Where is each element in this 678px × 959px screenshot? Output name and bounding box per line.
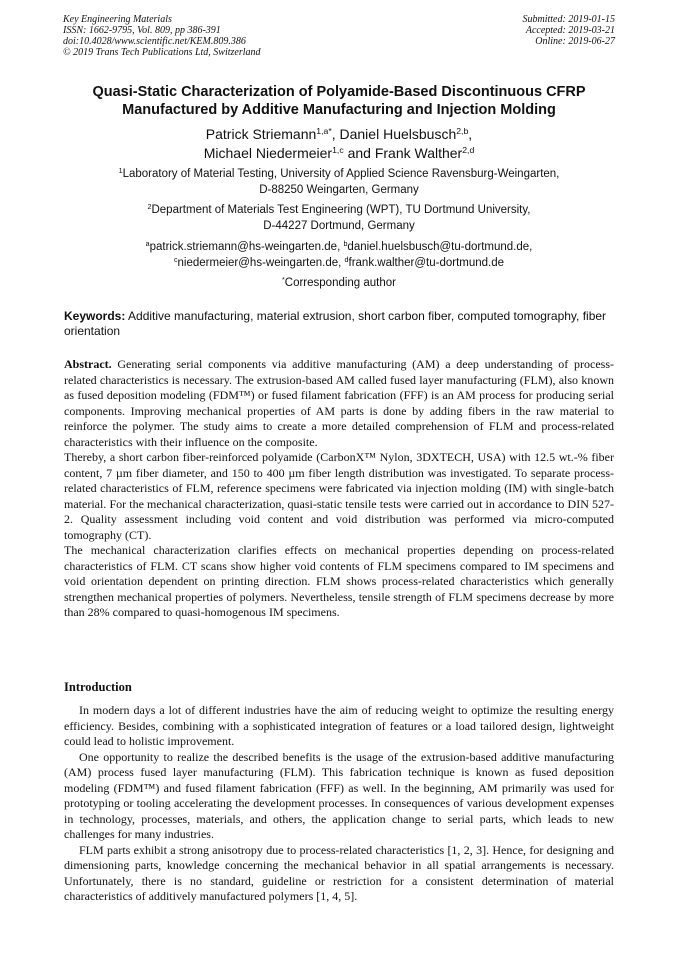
author-affil-marker: 1,c	[332, 145, 344, 156]
submitted-date: Submitted: 2019-01-15	[522, 14, 615, 25]
email-link[interactable]: frank.walther@tu-dortmund.de	[348, 257, 505, 269]
author-name: Frank Walther	[374, 145, 463, 161]
keywords	[64, 309, 614, 339]
author-line-1	[40, 125, 638, 144]
abstract	[64, 357, 614, 621]
author-list	[40, 125, 638, 163]
corresponding-author-note	[60, 275, 618, 291]
paper-title	[40, 83, 638, 119]
corresponding-marker: *	[281, 276, 285, 285]
abstract-label: Abstract.	[64, 357, 112, 371]
author-name: Michael Niedermeier	[203, 145, 333, 161]
email-marker: b	[343, 240, 348, 249]
abstract-paragraph: Thereby, a short carbon fiber-reinforced polyamide (CarbonX™ Nylon, 3DXTECH, USA) with 12.5 wt.-% fiber content, 7 µm fiber diameter, and 150 to 400 µm fiber length distribution was investigated. To separate process-related characteristics of FLM, reference specimens were fabricated via injection molding (IM) with single-batch material. For the mechanical characterization, quasi-static tensile tests were carried out in accordance to DIN 527-2. Quality assessment including void content and void distribution was performed via micro-computed tomography (CT).	[64, 450, 614, 542]
author-separator: and	[343, 145, 375, 161]
corresponding-text: Corresponding author	[284, 277, 397, 289]
intro-paragraph: In modern days a lot of different industries have the aim of reducing weight to optimize the resulting energy efficiency. Besides, combining with a sophisticated integration of features or a load tailored design, lightweight could lead to holistic improvement.	[64, 703, 614, 748]
email-link[interactable]: patrick.striemann@hs-weingarten.de,	[149, 241, 344, 253]
author-name: Patrick Striemann	[205, 126, 317, 142]
author-affil-marker: 2,d	[462, 145, 475, 156]
journal-name: Key Engineering Materials	[63, 14, 172, 25]
affiliation-2	[60, 202, 618, 234]
author-separator: ,	[468, 126, 473, 142]
online-date: Online: 2019-06-27	[535, 36, 615, 47]
journal-header-right	[523, 14, 616, 47]
author-line-2	[40, 144, 638, 163]
affiliation-text: Department of Materials Test Engineering (WPT), TU Dortmund University,	[151, 204, 531, 216]
journal-header-left	[63, 14, 261, 58]
copyright-line: © 2019 Trans Tech Publications Ltd, Switzerland	[63, 47, 261, 58]
email-link[interactable]: daniel.huelsbusch@tu-dortmund.de,	[347, 241, 533, 253]
email-list	[60, 239, 618, 271]
abstract-paragraph	[64, 357, 614, 450]
email-marker: a	[145, 240, 150, 249]
intro-paragraph: FLM parts exhibit a strong anisotropy due to process-related characteristics [1, 2, 3]. Hence, for designing and dimensioning parts, knowledge concerning the mechanical behavior in all spatial arrangements is necessary. Unfortunately, there is no standard, guideline or restriction for a consistent determination of material characteristics of additively manufactured polymers [1, 4, 5].	[64, 842, 614, 903]
keywords-label: Keywords:	[64, 309, 126, 323]
affiliation-text: Laboratory of Material Testing, University of Applied Science Ravensburg-Weingarten,	[122, 168, 560, 180]
email-marker: d	[344, 256, 349, 265]
title-line-2: Manufactured by Additive Manufacturing and Injection Molding	[122, 102, 556, 118]
affiliation-address: D-44227 Dortmund, Germany	[263, 220, 415, 232]
author-affil-marker: 1,a*	[316, 126, 332, 137]
author-separator: ,	[331, 126, 340, 142]
author-affil-marker: 2,b	[456, 126, 469, 137]
abstract-text: Generating serial components via additive manufacturing (AM) a deep understanding of process-related characteristics is necessary. The extrusion-based AM called fused layer manufacturing (FLM), also known as fused deposition modeling (FDM™) or fused filament fabrication (FFF) is an AM process for producing serial components. Improving mechanical properties of AM parts is done by adding fibers in the raw material to reinforce the polymer. The study aims to create a more detailed comprehension of FLM and process-related characteristics with their influence on the composite.	[64, 357, 614, 449]
title-line-1: Quasi-Static Characterization of Polyamide-Based Discontinuous CFRP	[92, 84, 586, 100]
introduction-body	[64, 703, 614, 905]
affiliation-marker: 1	[118, 167, 123, 176]
affiliation-1	[60, 166, 618, 198]
keywords-text: Additive manufacturing, material extrusion, short carbon fiber, computed tomography, fiber orientation	[64, 309, 607, 338]
email-link[interactable]: niedermeier@hs-weingarten.de,	[177, 257, 345, 269]
issn-line: ISSN: 1662-9795, Vol. 809, pp 386-391	[63, 25, 221, 36]
abstract-paragraph: The mechanical characterization clarifies effects on mechanical properties depending on process-related characteristics of FLM. CT scans show higher void contents of FLM specimens compared to IM specimens and void orientation dependent on printing direction. FLM shows process-related characteristics which generally strengthen mechanical properties of polymers. Nevertheless, tensile strength of FLM specimens decrease by more than 28% compared to quasi-homogenous IM specimens.	[64, 543, 614, 619]
affiliation-address: D-88250 Weingarten, Germany	[259, 184, 419, 196]
affiliation-marker: 2	[147, 203, 152, 212]
accepted-date: Accepted: 2019-03-21	[525, 25, 615, 36]
section-heading-introduction: Introduction	[64, 680, 132, 694]
author-name: Daniel Huelsbusch	[339, 126, 457, 142]
email-marker: c	[173, 256, 178, 265]
intro-paragraph: One opportunity to realize the described benefits is the usage of the extrusion-based additive manufacturing (AM) process fused layer manufacturing (FLM). This fabrication technique is known as fused deposition modeling (FDM™) and fused filament fabrication (FFF) as well. In the beginning, AM primarily was used for prototyping or tooling accelerating the development processes. In consequences of various development expenses in technology, processes, materials, and others, the application change to serial parts, which leads to new challenges for many industries.	[64, 749, 614, 841]
doi-line: doi:10.4028/www.scientific.net/KEM.809.386	[63, 36, 246, 47]
